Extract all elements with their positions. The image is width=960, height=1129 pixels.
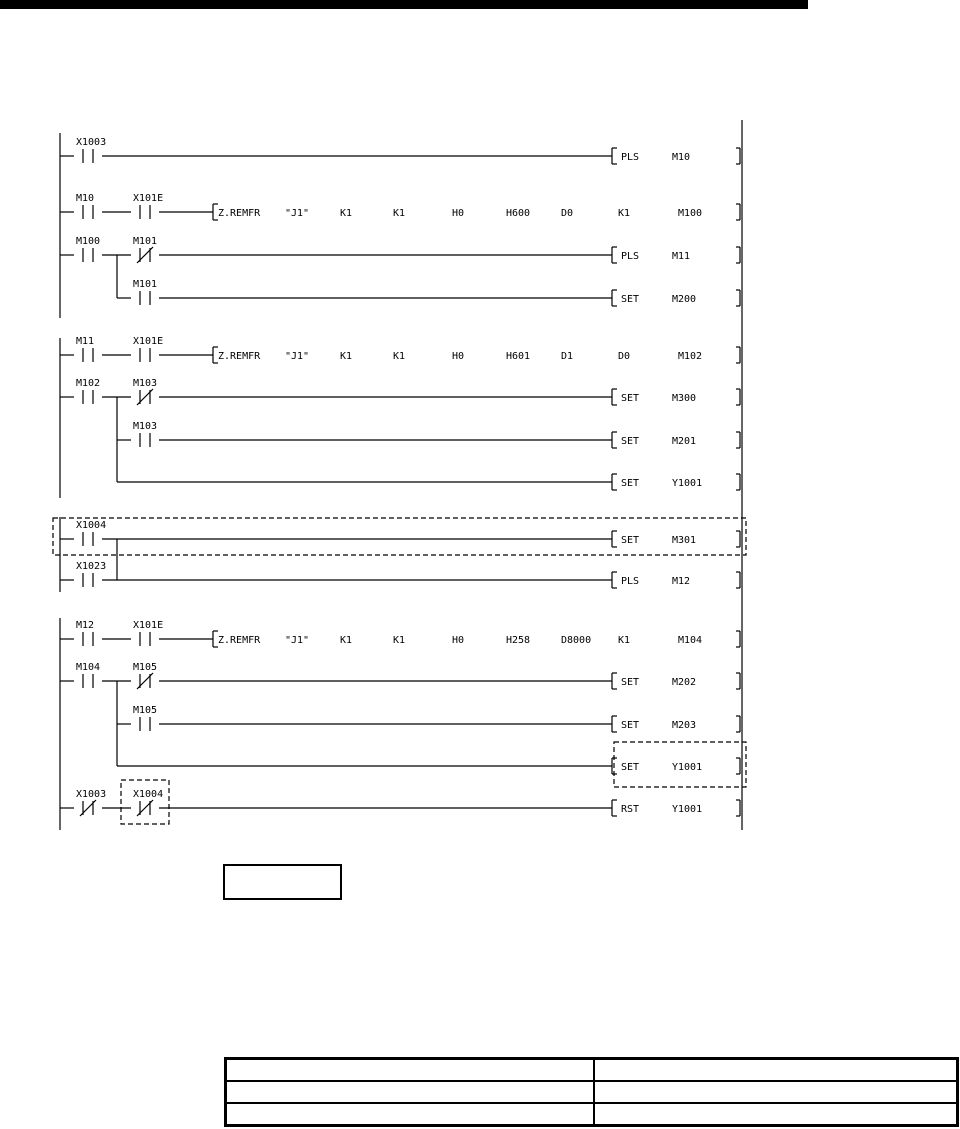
operand-label: "J1" <box>285 208 310 219</box>
contact-label: M103 <box>133 421 158 432</box>
info-table <box>224 1057 959 1127</box>
instruction-name: Z.REMFR <box>218 208 261 219</box>
operand-label: Y1001 <box>672 478 703 489</box>
highlight-box <box>53 518 746 555</box>
contact-label: M103 <box>133 378 158 389</box>
operand-label: H0 <box>452 351 465 362</box>
operand-label: D1 <box>561 351 574 362</box>
contact-label: M100 <box>76 236 101 247</box>
instruction-name: SET <box>621 478 640 489</box>
contact-label: M104 <box>76 662 101 673</box>
operand-label: M301 <box>672 535 697 546</box>
contact-label: M105 <box>133 662 158 673</box>
instruction-name: SET <box>621 720 640 731</box>
contact-label: X101E <box>133 620 164 631</box>
operand-label: K1 <box>340 208 353 219</box>
table-cell <box>594 1059 958 1082</box>
operand-label: D0 <box>561 208 574 219</box>
contact-label: X101E <box>133 193 164 204</box>
operand-label: H600 <box>506 208 531 219</box>
operand-label: D8000 <box>561 635 592 646</box>
contact-label: M101 <box>133 279 158 290</box>
operand-label: M203 <box>672 720 697 731</box>
contact-label: X1003 <box>76 789 107 800</box>
table-row <box>226 1081 958 1103</box>
table-cell <box>226 1059 595 1082</box>
operand-label: K1 <box>393 208 406 219</box>
operand-label: M100 <box>678 208 703 219</box>
operand-label: M11 <box>672 251 691 262</box>
operand-label: M202 <box>672 677 697 688</box>
instruction-name: PLS <box>621 152 640 163</box>
instruction-name: Z.REMFR <box>218 635 261 646</box>
instruction-name: SET <box>621 535 640 546</box>
operand-label: K1 <box>393 635 406 646</box>
contact-label: X1003 <box>76 137 107 148</box>
table-cell <box>594 1103 958 1126</box>
instruction-name: SET <box>621 393 640 404</box>
operand-label: H0 <box>452 208 465 219</box>
instruction-name: RST <box>621 804 640 815</box>
operand-label: H258 <box>506 635 531 646</box>
table-cell <box>226 1081 595 1103</box>
operand-label: Y1001 <box>672 804 703 815</box>
operand-label: M12 <box>672 576 691 587</box>
instruction-name: PLS <box>621 251 640 262</box>
operand-label: H0 <box>452 635 465 646</box>
operand-label: K1 <box>618 635 631 646</box>
contact-label: M10 <box>76 193 95 204</box>
table-cell <box>594 1081 958 1103</box>
contact-label: M105 <box>133 705 158 716</box>
operand-label: H601 <box>506 351 531 362</box>
contact-label: M102 <box>76 378 101 389</box>
contact-label: X1004 <box>133 789 164 800</box>
highlight-box <box>121 780 169 824</box>
table-cell <box>226 1103 595 1126</box>
operand-label: K1 <box>393 351 406 362</box>
operand-label: M201 <box>672 436 697 447</box>
instruction-name: SET <box>621 762 640 773</box>
instruction-name: Z.REMFR <box>218 351 261 362</box>
contact-label: M12 <box>76 620 95 631</box>
operand-label: K1 <box>340 351 353 362</box>
operand-label: M102 <box>678 351 703 362</box>
operand-label: M300 <box>672 393 697 404</box>
table-row <box>226 1059 958 1082</box>
contact-label: X1023 <box>76 561 107 572</box>
operand-label: "J1" <box>285 351 310 362</box>
operand-label: K1 <box>618 208 631 219</box>
contact-label: X1004 <box>76 520 107 531</box>
operand-label: Y1001 <box>672 762 703 773</box>
instruction-name: PLS <box>621 576 640 587</box>
operand-label: M104 <box>678 635 703 646</box>
contact-label: X101E <box>133 336 164 347</box>
note-label-box <box>223 864 342 900</box>
operand-label: D0 <box>618 351 631 362</box>
table-row <box>226 1103 958 1126</box>
instruction-name: SET <box>621 436 640 447</box>
instruction-name: SET <box>621 294 640 305</box>
contact-label: M101 <box>133 236 158 247</box>
operand-label: "J1" <box>285 635 310 646</box>
operand-label: M10 <box>672 152 691 163</box>
instruction-name: SET <box>621 677 640 688</box>
operand-label: K1 <box>340 635 353 646</box>
operand-label: M200 <box>672 294 697 305</box>
contact-label: M11 <box>76 336 95 347</box>
